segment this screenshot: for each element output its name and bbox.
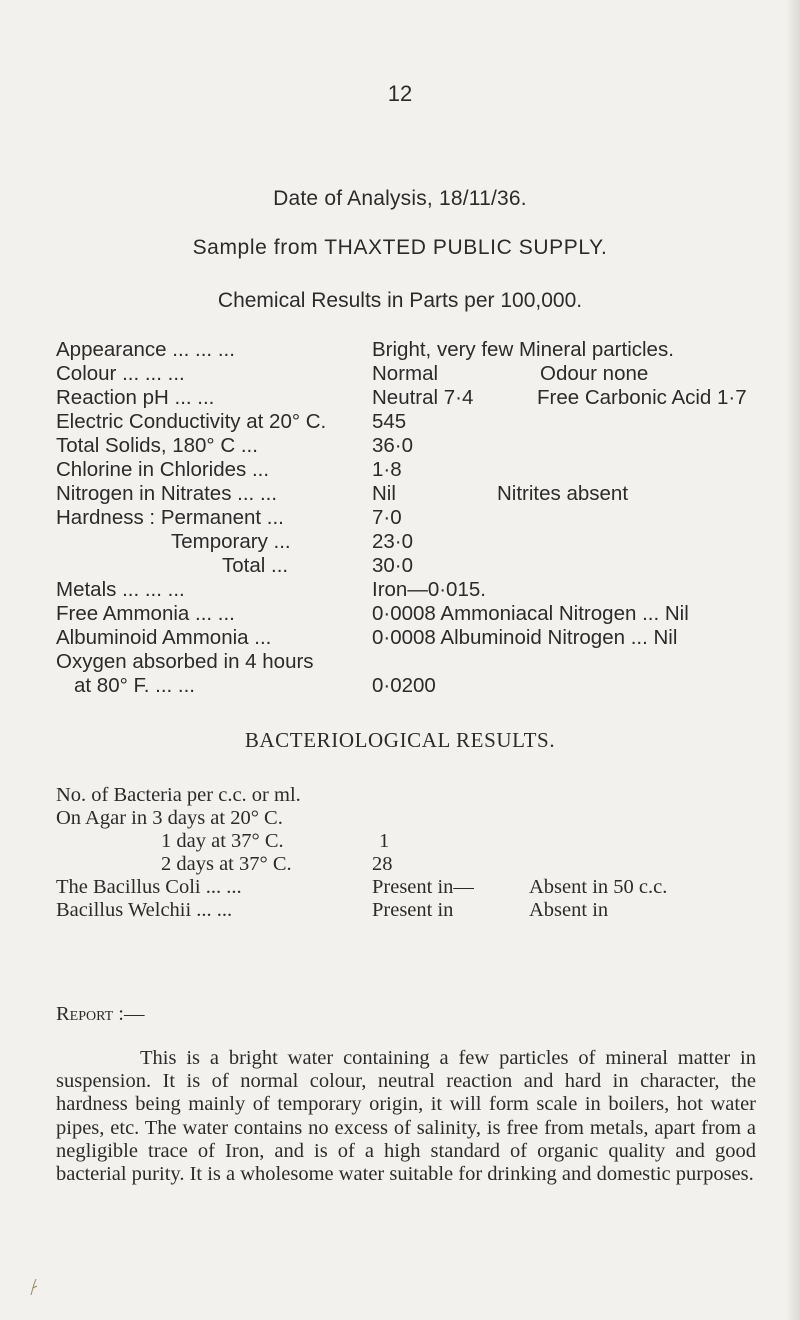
bacteria-count-label: No. of Bacteria per c.c. or ml. bbox=[56, 784, 301, 806]
free-ammonia-label: Free Ammonia ... ... bbox=[56, 602, 235, 625]
albuminoid-value: 0·0008 Albuminoid Nitrogen ... Nil bbox=[372, 626, 678, 649]
free-carbonic-acid: Free Carbonic Acid 1·7 bbox=[537, 386, 747, 409]
hardness-temporary-label: Temporary ... bbox=[171, 530, 291, 553]
nitrogen-value: Nil bbox=[372, 482, 396, 505]
free-ammonia-value: 0·0008 Ammoniacal Nitrogen ... Nil bbox=[372, 602, 689, 625]
chemical-results-heading: Chemical Results in Parts per 100,000. bbox=[217, 289, 583, 312]
albuminoid-label: Albuminoid Ammonia ... bbox=[56, 626, 272, 649]
chlorine-label: Chlorine in Chlorides ... bbox=[56, 458, 270, 481]
bacillus-welchii-absent: Absent in bbox=[529, 899, 609, 921]
agar-1day-value: 1 bbox=[379, 830, 390, 852]
bacillus-welchii-present: Present in bbox=[372, 899, 454, 921]
reaction-label: Reaction pH ... ... bbox=[56, 386, 215, 409]
total-solids-label: Total Solids, 180° C ... bbox=[56, 434, 258, 457]
hardness-permanent-value: 7·0 bbox=[372, 506, 402, 529]
page-number: 12 bbox=[387, 81, 413, 106]
hardness-total-value: 30·0 bbox=[372, 554, 414, 577]
report-heading: Report :— bbox=[56, 1003, 145, 1025]
bacillus-coli-present: Present in— bbox=[372, 876, 474, 898]
agar-20c-label: On Agar in 3 days at 20° C. bbox=[56, 807, 283, 829]
total-solids-value: 36·0 bbox=[372, 434, 414, 457]
ink-mark-icon bbox=[30, 1278, 38, 1296]
bacillus-coli-label: The Bacillus Coli ... ... bbox=[56, 876, 242, 898]
conductivity-value: 545 bbox=[372, 410, 407, 433]
nitrites-value: Nitrites absent bbox=[497, 482, 629, 505]
appearance-label: Appearance ... ... ... bbox=[56, 338, 235, 361]
metals-value: Iron—0·015. bbox=[372, 578, 486, 601]
reaction-value: Neutral 7·4 bbox=[372, 386, 474, 409]
agar-2days-value: 28 bbox=[372, 853, 393, 875]
odour-value: Odour none bbox=[540, 362, 649, 385]
agar-1day-label: 1 day at 37° C. bbox=[161, 830, 284, 852]
report-paragraph: This is a bright water containing a few particles of mineral matter in suspension. It is of normal colour, neutral reaction and hard in character, the hardness being mainly of temporary origin, it will form scale in boilers, hot water pipes, etc. The water contains no excess of salinity, is free from metals, apart from a negligible trace of Iron, and is of a high standard of organic quality and good bacterial purity. It is a wholesome water suitable for drinking and domestic purposes. bbox=[56, 1047, 756, 1186]
hardness-temporary-value: 23·0 bbox=[372, 530, 414, 553]
metals-label: Metals ... ... ... bbox=[56, 578, 185, 601]
oxygen-absorbed-label: Oxygen absorbed in 4 hours bbox=[56, 650, 314, 673]
colour-value: Normal bbox=[372, 362, 439, 385]
chlorine-value: 1·8 bbox=[372, 458, 402, 481]
date-of-analysis: Date of Analysis, 18/11/36. bbox=[273, 187, 527, 210]
bacteriological-heading: BACTERIOLOGICAL RESULTS. bbox=[244, 728, 556, 752]
oxygen-absorbed-value: 0·0200 bbox=[372, 674, 436, 697]
bacillus-coli-absent: Absent in 50 c.c. bbox=[529, 876, 668, 898]
colour-label: Colour ... ... ... bbox=[56, 362, 185, 385]
hardness-permanent-label: Hardness : Permanent ... bbox=[56, 506, 284, 529]
hardness-total-label: Total ... bbox=[222, 554, 289, 577]
conductivity-label: Electric Conductivity at 20° C. bbox=[56, 410, 327, 433]
bacillus-welchii-label: Bacillus Welchii ... ... bbox=[56, 899, 233, 921]
sample-source: Sample from THAXTED PUBLIC SUPPLY. bbox=[192, 236, 608, 259]
oxygen-temperature-label: at 80° F. ... ... bbox=[74, 674, 195, 697]
agar-2days-label: 2 days at 37° C. bbox=[161, 853, 292, 875]
appearance-value: Bright, very few Mineral particles. bbox=[372, 338, 674, 361]
nitrogen-label: Nitrogen in Nitrates ... ... bbox=[56, 482, 278, 505]
